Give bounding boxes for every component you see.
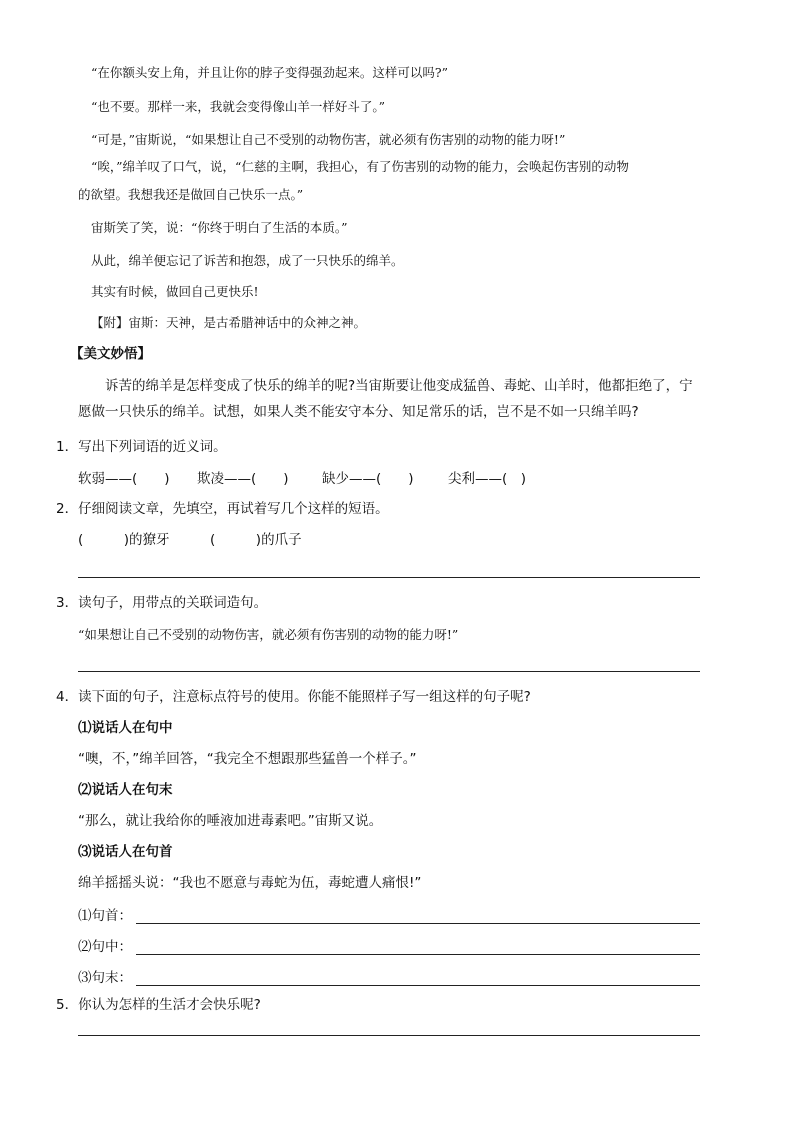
story-footnote: 【附】宙斯：天神，是古希腊神话中的众神之神。: [91, 315, 367, 330]
story-line-8: 其实有时候，做回自己更快乐!: [91, 284, 259, 299]
section-title: 【美文妙悟】: [70, 346, 151, 362]
q4-heading-1: ⑴说话人在句中: [78, 720, 173, 736]
q4-fill-row-3[interactable]: [78, 964, 700, 986]
q4-heading-3: ⑶说话人在句首: [78, 844, 173, 860]
q4-fill-line-2[interactable]: [136, 938, 700, 955]
q2-answer-line[interactable]: [78, 577, 700, 578]
story-line-5: 的欲望。我想我还是做回自己快乐一点。”: [78, 187, 304, 202]
story-line-6: 宙斯笑了笑，说：“你终于明白了生活的本质。”: [91, 220, 348, 235]
q4-sentence-1: “噢，不，”绵羊回答，“我完全不想跟那些猛兽一个样子。”: [78, 751, 417, 767]
q4-fill-line-3[interactable]: [136, 969, 700, 986]
q4-prompt: 4．读下面的句子，注意标点符号的使用。你能不能照样子写一组这样的句子呢?: [56, 689, 531, 705]
q2-prompt: 2．仔细阅读文章，先填空，再试着写几个这样的短语。: [56, 501, 389, 517]
story-line-3: “可是，”宙斯说，“如果想让自己不受别的动物伤害，就必须有伤害别的动物的能力呀!”: [91, 132, 566, 147]
q4-fill-label-2: ⑵句中：: [78, 939, 132, 955]
section-paragraph-text: 诉苦的绵羊是怎样变成了快乐的绵羊的呢?当宙斯要让他变成猛兽、毒蛇、山羊时，他都拒绝了，宁愿做一只快乐的绵羊。试想，如果人类不能安守本分、知足常乐的话，岂不是不如一只绵羊吗?: [78, 378, 693, 420]
section-paragraph: [78, 373, 704, 425]
q4-fill-label-3: ⑶句末：: [78, 970, 132, 986]
q1-item-3: 缺少——( ): [322, 471, 414, 487]
story-line-7: 从此，绵羊便忘记了诉苦和抱怨，成了一只快乐的绵羊。: [91, 253, 404, 268]
q3-sentence: “如果想让自己不受别的动物伤害，就必须有伤害别的动物的能力呀!”: [78, 627, 459, 642]
q1-item-1: 软弱——( ): [78, 471, 170, 487]
q4-fill-label-1: ⑴句首：: [78, 908, 132, 924]
q4-fill-line-1[interactable]: [136, 907, 700, 924]
story-line-4: “唉，”绵羊叹了口气，说，“仁慈的主啊，我担心，有了伤害别的动物的能力，会唤起伤害别的动物: [91, 159, 629, 174]
q4-sentence-3: 绵羊摇摇头说：“我也不愿意与毒蛇为伍，毒蛇遭人痛恨!”: [78, 875, 422, 891]
q4-fill-row-1[interactable]: [78, 902, 700, 924]
q3-prompt: 3．读句子，用带点的关联词造句。: [56, 595, 268, 611]
q1-item-2: 欺凌——( ): [197, 471, 289, 487]
q2-blanks[interactable]: ( )的獠牙 ( )的爪子: [78, 532, 302, 548]
q4-sentence-2: “那么，就让我给你的唾液加进毒素吧。”宙斯又说。: [78, 813, 383, 829]
q4-fill-row-2[interactable]: [78, 933, 700, 955]
q1-item-4: 尖利——( ): [448, 471, 527, 487]
q1-prompt: 1．写出下列词语的近义词。: [56, 439, 227, 455]
q4-heading-2: ⑵说话人在句末: [78, 782, 173, 798]
story-line-1: “在你额头安上角，并且让你的脖子变得强劲起来。这样可以吗?”: [91, 65, 448, 80]
q5-prompt: 5．你认为怎样的生活才会快乐呢?: [56, 997, 261, 1013]
q3-answer-line[interactable]: [78, 671, 700, 672]
q5-answer-line[interactable]: [78, 1035, 700, 1036]
story-line-2: “也不要。那样一来，我就会变得像山羊一样好斗了。”: [91, 99, 386, 114]
